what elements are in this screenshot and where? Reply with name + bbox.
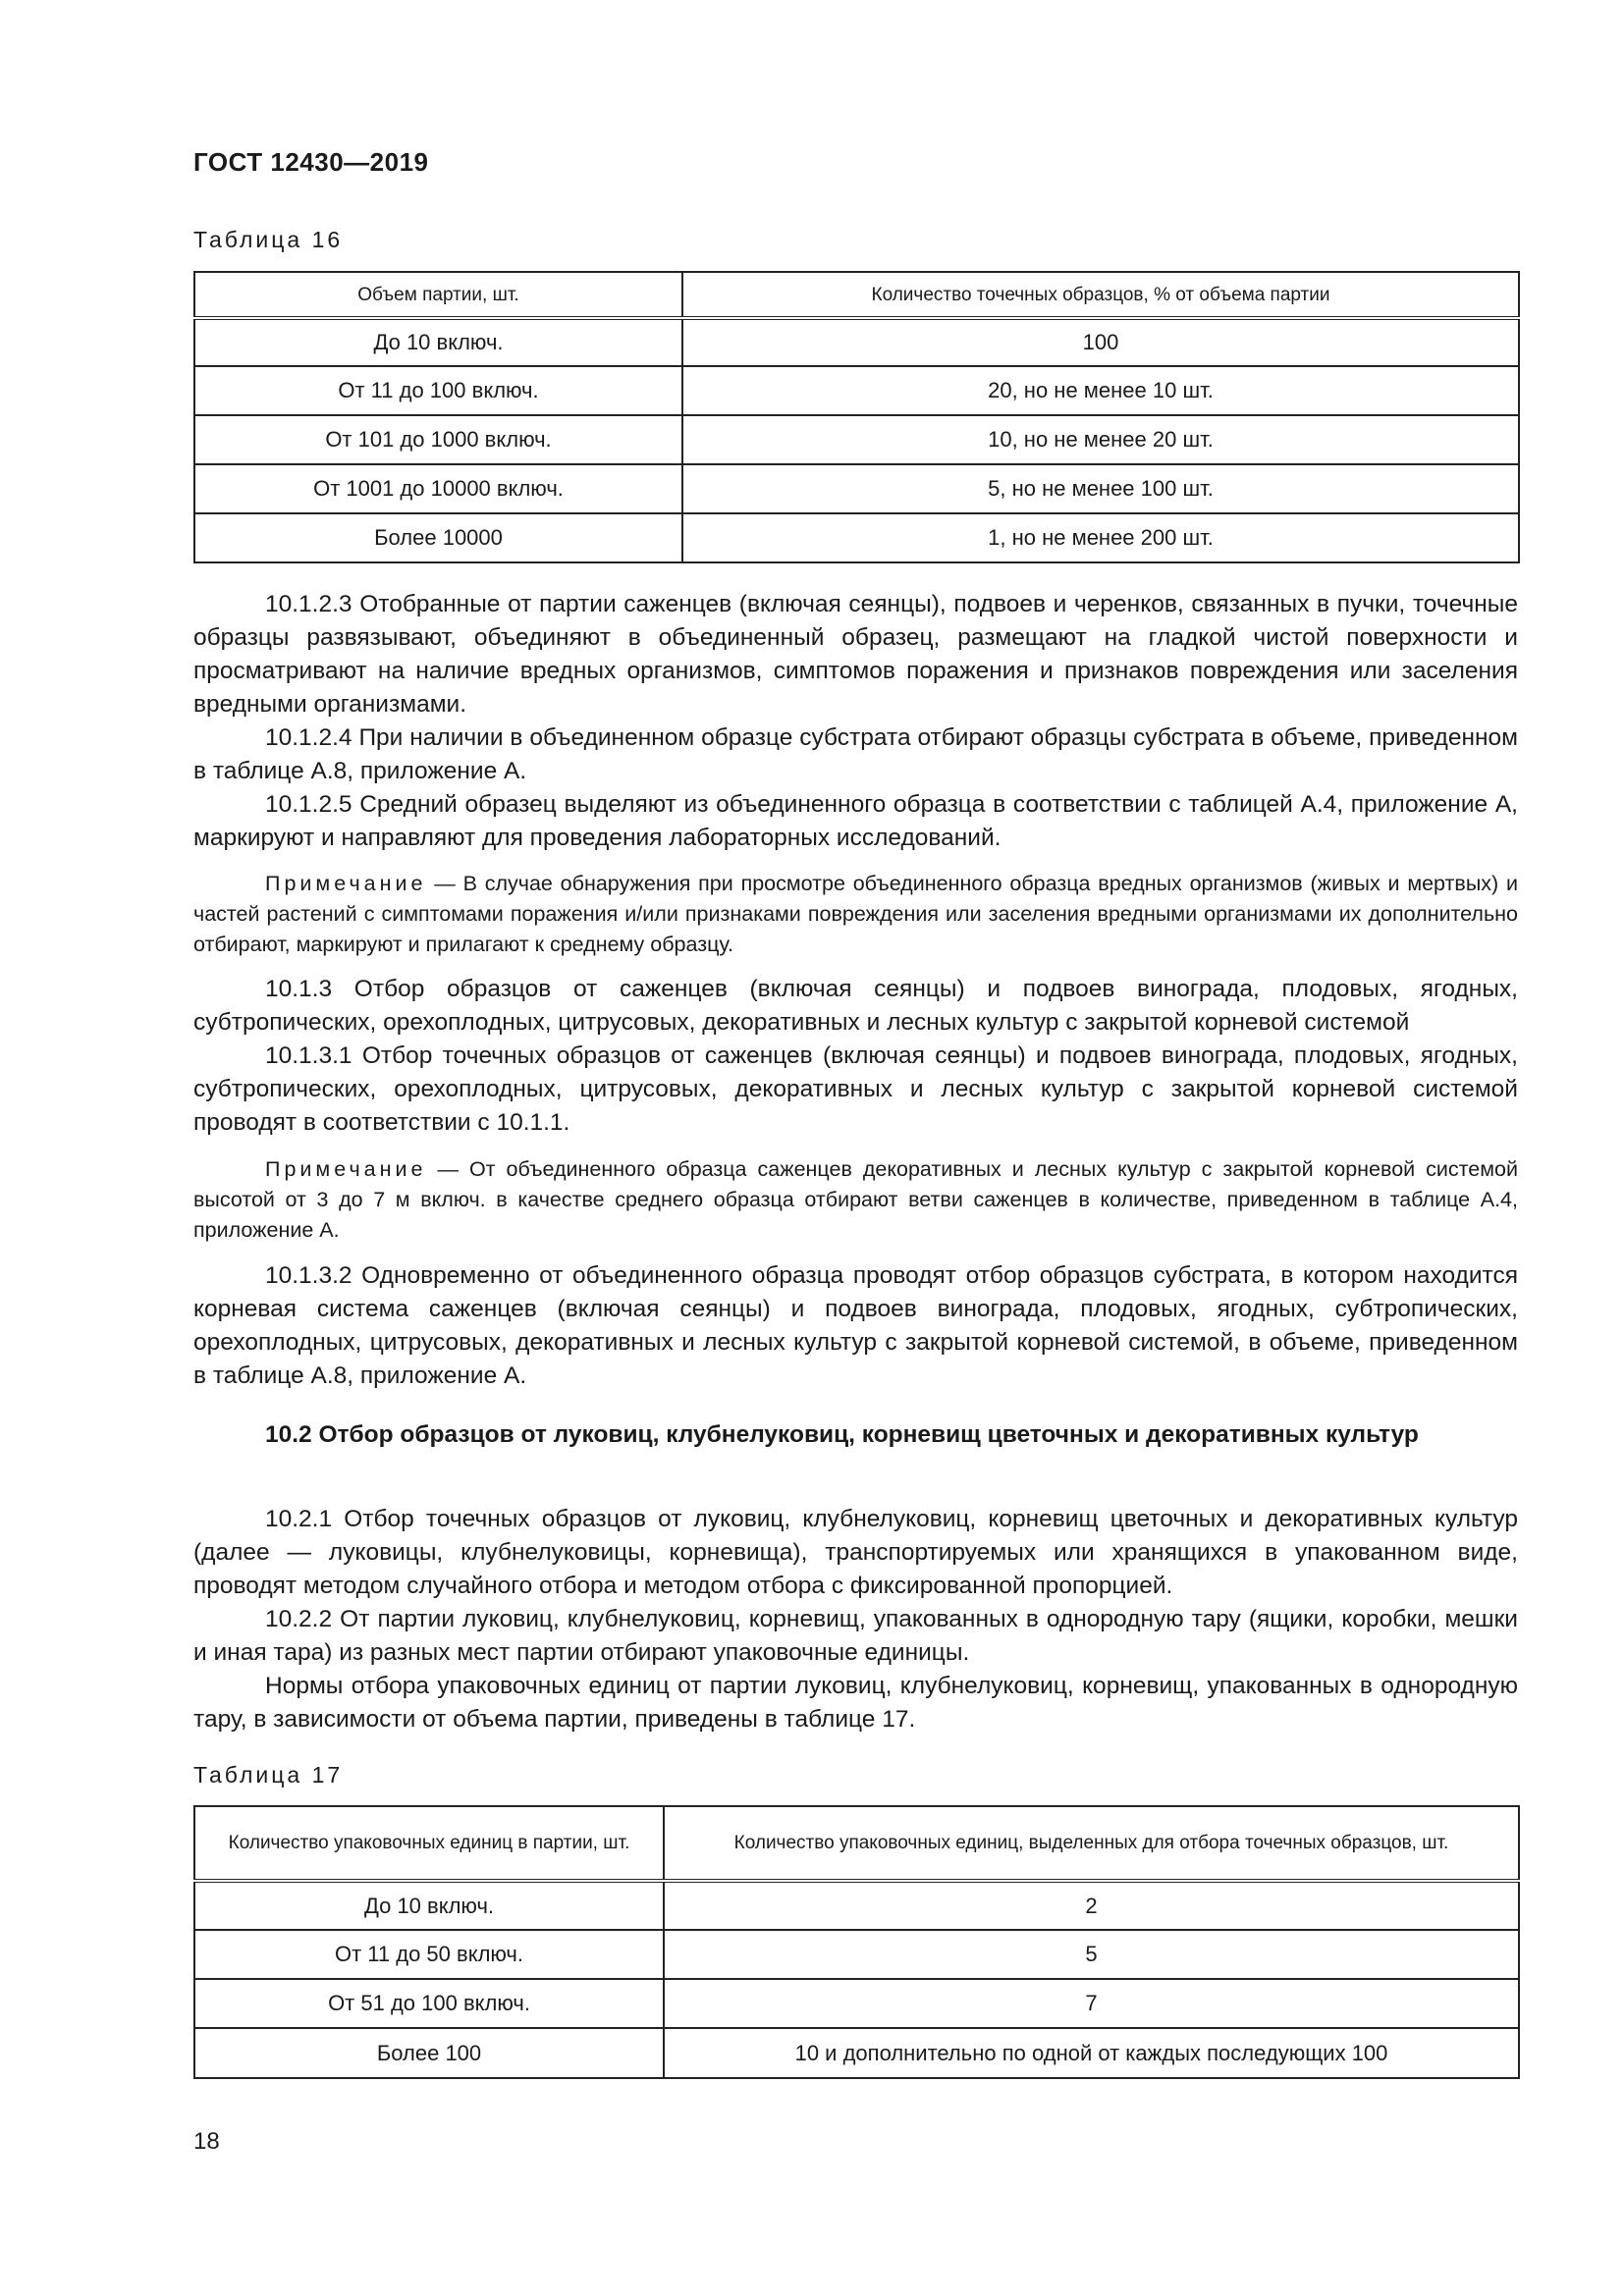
note-label: Примечание (265, 1157, 427, 1181)
paragraph: 10.1.3.2 Одновременно от объединенного образца проводят отбор образцов субстрата, в котором находится корневая система саженцев (включая сеянцы) и подвоев винограда, плодовых, ягодных, субтропических, орехоплодных, цитрусовых, декоративных и лесных культур с закрытой корневой системой, в объеме, приведенном в таблице А.8, приложение А. (193, 1262, 1518, 1389)
table-cell: 1, но не менее 200 шт. (682, 513, 1519, 562)
note-text: — От объединенного образца саженцев декоративных и лесных культур с закрытой корневой системой высотой от 3 до 7 м включ. в качестве среднего образца отбирают ветви саженцев в количестве, приведенном в таблице А.4, приложение А. (193, 1157, 1518, 1242)
table-cell: До 10 включ. (194, 1881, 664, 1930)
note-paragraph (193, 869, 1518, 960)
table-cell: От 11 до 100 включ. (194, 366, 682, 415)
table-cell: От 11 до 50 включ. (194, 1930, 664, 1979)
table-cell: 10, но не менее 20 шт. (682, 415, 1519, 464)
table-16-caption: Таблица 16 (193, 227, 344, 252)
table-16-header-cell: Объем партии, шт. (194, 272, 682, 318)
paragraph: 10.1.2.3 Отобранные от партии саженцев (включая сеянцы), подвоев и черенков, связанных в пучки, точечные образцы развязывают, объединяют в объединенный образец, размещают на гладкой чистой поверхности и просматривают на наличие вредных организмов, симптомов поражения и признаков повреждения или заселения вредными организмами. (193, 591, 1518, 718)
paragraph: 10.2.2 От партии луковиц, клубнелуковиц, корневищ, упакованных в однородную тару (ящики, коробки, мешки и иная тара) из разных мест партии отбирают упаковочные единицы. (193, 1606, 1518, 1666)
table-16 (193, 271, 1520, 563)
table-cell: До 10 включ. (194, 318, 682, 366)
table-cell: От 1001 до 10000 включ. (194, 464, 682, 513)
section-heading: 10.2 Отбор образцов от луковиц, клубнелуковиц, корневищ цветочных и декоративных культур (265, 1421, 1419, 1448)
table-row (194, 1930, 1519, 1979)
document-code-header: ГОСТ 12430—2019 (193, 147, 429, 177)
table-cell: 7 (664, 1979, 1519, 2028)
body-text-block (193, 973, 1518, 1140)
paragraph: Нормы отбора упаковочных единиц от партии луковиц, клубнелуковиц, корневищ, упакованных в однородную тару, в зависимости от объема партии, приведены в таблице 17. (193, 1673, 1518, 1733)
table-17-header-cell: Количество упаковочных единиц, выделенных для отбора точечных образцов, шт. (664, 1806, 1519, 1881)
paragraph: 10.1.3 Отбор образцов от саженцев (включая сеянцы) и подвоев винограда, плодовых, ягодных, субтропических, орехоплодных, цитрусовых, декоративных и лесных культур с закрытой корневой системой (193, 976, 1518, 1036)
table-16-header-row (194, 272, 1519, 318)
table-17-header-row (194, 1806, 1519, 1881)
note-label: Примечание (265, 872, 427, 895)
body-text-block (193, 1259, 1518, 1393)
table-17 (193, 1805, 1520, 2079)
table-cell: 5, но не менее 100 шт. (682, 464, 1519, 513)
note-text: — В случае обнаружения при просмотре объединенного образца вредных организмов (живых и мертвых) и частей растений с симптомами поражения и/или признаками повреждения или заселения вредными организмами их дополнительно отбирают, маркируют и прилагают к среднему образцу. (193, 872, 1518, 956)
table-cell: От 51 до 100 включ. (194, 1979, 664, 2028)
note-block (193, 869, 1518, 960)
table-row (194, 415, 1519, 464)
table-cell: 5 (664, 1930, 1519, 1979)
note-block (193, 1154, 1518, 1246)
table-cell: От 101 до 1000 включ. (194, 415, 682, 464)
body-text-block (193, 588, 1518, 855)
body-text-block (193, 1503, 1518, 1736)
table-row (194, 366, 1519, 415)
table-row (194, 464, 1519, 513)
paragraph: 10.2.1 Отбор точечных образцов от луковиц, клубнелуковиц, корневищ цветочных и декоративных культур (далее — луковицы, клубнелуковицы, корневища), транспортируемых или хранящихся в упакованном виде, проводят методом случайного отбора и методом отбора с фиксированной пропорцией. (193, 1506, 1518, 1599)
table-row (194, 1979, 1519, 2028)
table-17-caption: Таблица 17 (193, 1762, 344, 1788)
paragraph: 10.1.3.1 Отбор точечных образцов от саженцев (включая сеянцы) и подвоев винограда, плодовых, ягодных, субтропических, орехоплодных, цитрусовых, декоративных и лесных культур с закрытой корневой системой проводят в соответствии с 10.1.1. (193, 1042, 1518, 1136)
paragraph: 10.1.2.4 При наличии в объединенном образце субстрата отбирают образцы субстрата в объеме, приведенном в таблице А.8, приложение А. (193, 724, 1518, 784)
table-row (194, 513, 1519, 562)
note-paragraph (193, 1154, 1518, 1246)
table-cell: 2 (664, 1881, 1519, 1930)
table-row (194, 1881, 1519, 1930)
table-cell: 100 (682, 318, 1519, 366)
table-cell: 10 и дополнительно по одной от каждых последующих 100 (664, 2028, 1519, 2078)
paragraph: 10.1.2.5 Средний образец выделяют из объединенного образца в соответствии с таблицей А.4, приложение А, маркируют и направляют для проведения лабораторных исследований. (193, 791, 1518, 851)
table-row (194, 318, 1519, 366)
table-cell: 20, но не менее 10 шт. (682, 366, 1519, 415)
page-number: 18 (193, 2128, 220, 2155)
table-16-header-cell: Количество точечных образцов, % от объема партии (682, 272, 1519, 318)
table-cell: Более 100 (194, 2028, 664, 2078)
table-row (194, 2028, 1519, 2078)
table-cell: Более 10000 (194, 513, 682, 562)
table-17-header-cell: Количество упаковочных единиц в партии, шт. (194, 1806, 664, 1881)
